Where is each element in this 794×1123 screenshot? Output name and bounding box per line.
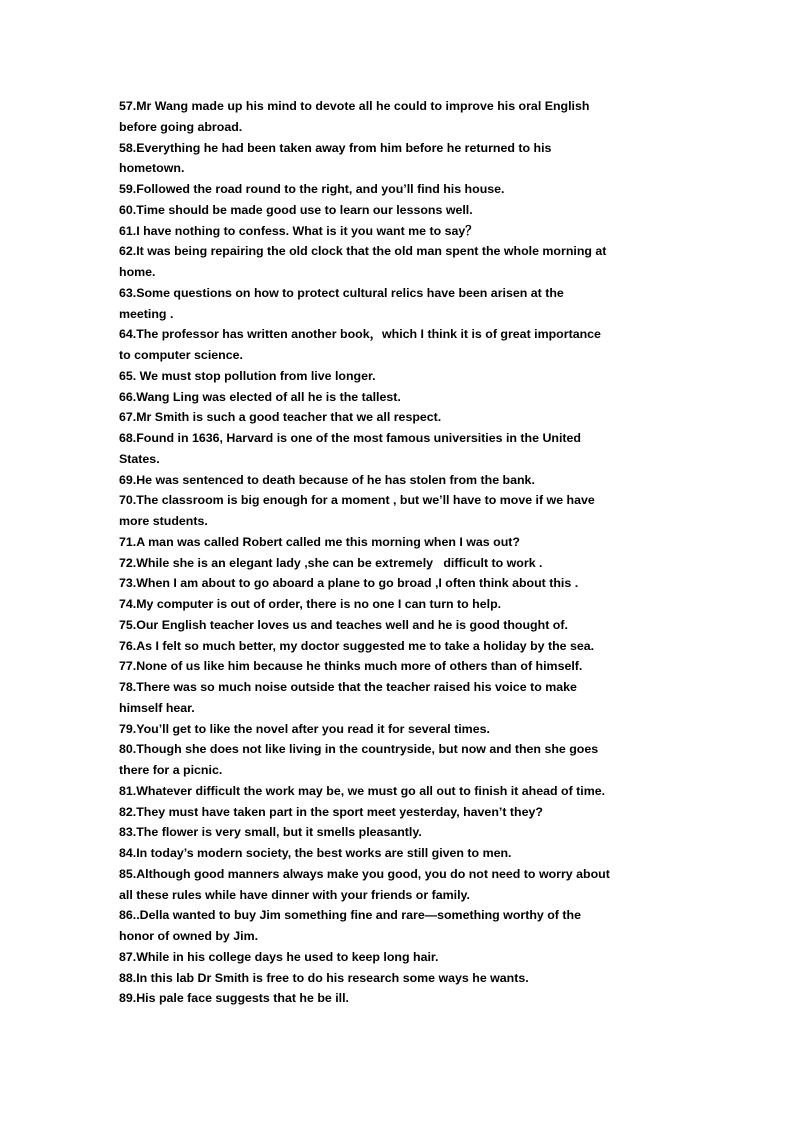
text-line: hometown. [119, 161, 185, 176]
text-line: 80.Though she does not like living in the countryside, but now and then she goes [119, 742, 599, 757]
text-line: 57.Mr Wang made up his mind to devote all he could to improve his oral English [119, 99, 590, 113]
text-line: 76.As I felt so much better, my doctor suggested me to take a holiday by the sea. [119, 638, 595, 653]
text-line: all these rules while have dinner with your friends or family. [119, 887, 470, 902]
text-line: 61.I have nothing to confess. What is it you want me to say？ [119, 223, 478, 238]
text-line: 58.Everything he had been taken away from him before he returned to his [119, 140, 552, 155]
text-line: 60.Time should be made good use to learn our lessons well. [119, 202, 473, 217]
text-line: 81.Whatever difficult the work may be, we must go all out to finish it ahead of time. [119, 783, 606, 798]
text-line: 73.When I am about to go aboard a plane to go broad ,I often think about this . [119, 576, 579, 591]
text-line: to computer science. [119, 348, 243, 362]
text-line: 74.My computer is out of order, there is no one I can turn to help. [119, 597, 502, 611]
text-line: 78.There was so much noise outside that the teacher raised his voice to make [119, 680, 577, 694]
text-line: himself hear. [119, 700, 195, 715]
document-body [119, 96, 679, 1009]
text-line: 77.None of us like him because he thinks much more of others than of himself. [119, 659, 583, 674]
text-line: 83.The flower is very small, but it smells pleasantly. [119, 825, 422, 840]
text-line: 64.The professor has written another book，which I think it is of great importance [119, 327, 601, 342]
text-line: 66.Wang Ling was elected of all he is the tallest. [119, 389, 401, 404]
text-line: 85.Although good manners always make you good, you do not need to worry about [119, 866, 610, 881]
text-line: honor of owned by Jim. [119, 929, 259, 943]
text-line: 79.You’ll get to like the novel after you read it for several times. [119, 721, 490, 736]
text-line: 59.Followed the road round to the right, and you’ll find his house. [119, 182, 505, 196]
text-line: meeting . [119, 306, 174, 321]
text-line: there for a picnic. [119, 763, 223, 777]
text-line: 86..Della wanted to buy Jim something fine and rare—something worthy of the [119, 908, 581, 923]
text-line: 89.His pale face suggests that he be ill. [119, 991, 349, 1006]
text-line: 70.The classroom is big enough for a moment , but we’ll have to move if we have [119, 493, 595, 508]
text-line: 65. We must stop pollution from live longer. [119, 368, 376, 383]
text-line: 63.Some questions on how to protect cultural relics have been arisen at the [119, 285, 564, 300]
text-line: 67.Mr Smith is such a good teacher that we all respect. [119, 410, 442, 425]
text-line: States. [119, 451, 160, 466]
text-line: 82.They must have taken part in the sport meet yesterday, haven’t they? [119, 804, 543, 819]
text-line: 72.While she is an elegant lady ,she can be extremely difficult to work . [119, 555, 543, 570]
text-line: 62.It was being repairing the old clock that the old man spent the whole morning at [119, 244, 607, 259]
text-line: 75.Our English teacher loves us and teaches well and he is good thought of. [119, 617, 568, 632]
text-line: 84.In today’s modern society, the best works are still given to men. [119, 846, 512, 860]
text-line: more students. [119, 514, 208, 528]
text-line: 87.While in his college days he used to keep long hair. [119, 949, 439, 964]
text-line: 71.A man was called Robert called me this morning when I was out? [119, 534, 520, 549]
text-line: 69.He was sentenced to death because of he has stolen from the bank. [119, 472, 535, 487]
text-line: before going abroad. [119, 119, 243, 134]
text-line: 68.Found in 1636, Harvard is one of the most famous universities in the United [119, 431, 581, 445]
text-line: 88.In this lab Dr Smith is free to do his research some ways he wants. [119, 970, 529, 985]
text-line: home. [119, 265, 156, 279]
